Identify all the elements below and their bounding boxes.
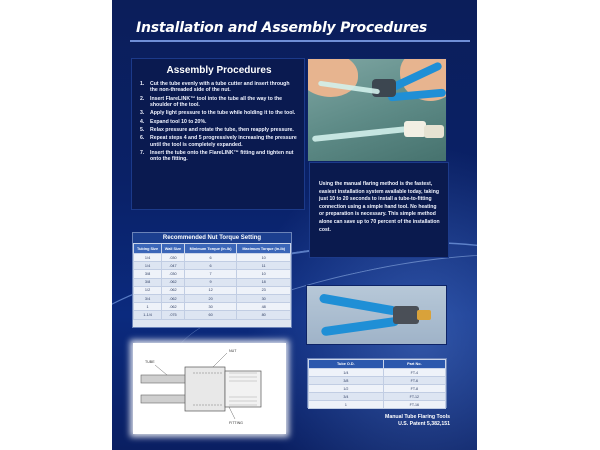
step-item: 4. Expand tool 10 to 20%.: [140, 118, 207, 125]
tube-image: [312, 126, 408, 142]
footer-patent: U.S. Patent 5,382,151: [398, 421, 450, 427]
brochure-page: [112, 0, 477, 450]
assembly-heading: Assembly Procedures: [166, 65, 272, 76]
title-rule: [130, 40, 470, 42]
assembly-procedures-box: [131, 58, 305, 210]
table-row: 1-1/4 .075 60 80: [134, 311, 291, 319]
column-header: Maximum Torque (in-lb): [237, 244, 291, 254]
column-header: Wall Size: [162, 244, 185, 254]
table-row: 1/2 FT-8: [309, 385, 446, 393]
column-header: Tubing Size: [134, 244, 162, 254]
step-item: 6. Repeat steps 4 and 5 progressively increasing the pressure until the tool is completely expanded.: [140, 135, 297, 148]
fitting-cross-section-diagram: [133, 343, 286, 434]
torque-table-caption: Recommended Nut Torque Setting: [133, 233, 291, 243]
step-item: 7. Insert the tube onto the FlareLINK™ fitting and tighten nut onto the fitting.: [140, 149, 294, 163]
table-row: 3/8 FT-6: [309, 377, 446, 385]
torque-table: [132, 232, 292, 328]
table-row: 1/2 .062 12 23: [134, 286, 291, 294]
step-item: 5. Relax pressure and rotate the tube, then reapply pressure.: [140, 126, 294, 133]
table-row: 3/8 .030 7 10: [134, 270, 291, 278]
fitting-image: [424, 125, 444, 138]
hand-left-image: [307, 58, 358, 97]
step-item: 2. Insert FlareLINK™ tool into the tube all the way to the shoulder of the tool.: [140, 95, 283, 108]
step-item: 3. Apply light pressure to the tube while holding it to the tool.: [140, 110, 296, 117]
table-row: 1 .062 30 48: [134, 303, 291, 311]
flaring-tool-photo: [306, 285, 447, 345]
table-row: 1/4 FT-4: [309, 369, 446, 377]
table-row: 1 FT-16: [309, 401, 446, 409]
tool-tip-image: [417, 310, 431, 320]
tool-grip-image: [319, 293, 397, 315]
table-row: 3/4 FT-12: [309, 393, 446, 401]
diagram-svg: [133, 343, 286, 434]
table-row: 3/8 .062 9 18: [134, 278, 291, 286]
tool-head-image: [393, 306, 419, 324]
step-item: 1. Cut the tube evenly with a tube cutter and insert through the non-threaded side of the nut.: [140, 81, 290, 94]
column-header: Part No.: [383, 360, 445, 369]
nut-label: NUT: [229, 349, 237, 353]
tool-in-use-photo: [307, 58, 447, 162]
tube-label: TUBE: [145, 360, 155, 364]
page-title: Installation and Assembly Procedures: [136, 20, 428, 36]
table-row: 1/4 .030 6 10: [134, 254, 291, 262]
footer-caption: [350, 414, 450, 428]
footer-title: Manual Tube Flaring Tools: [385, 414, 450, 420]
manual-method-description: Using the manual flaring method is the fastest, easiest installation system available today, taking just 10 to 20 seconds to install a tube-to-fitting connection using a simple hand tool. No heating or preparation is necessary. This simple method alone can save up to 70 percent of the installation cost.: [309, 162, 449, 258]
table-row: 1/4 .047 6 11: [134, 262, 291, 270]
fitting-label: FITTING: [229, 421, 243, 425]
table-row: 3/4 .062 20 30: [134, 294, 291, 302]
tool-grip-image: [321, 317, 399, 337]
fitting-image: [404, 121, 426, 137]
assembly-steps: [140, 81, 298, 162]
column-header: Minimum Torque (in-lb): [184, 244, 237, 254]
column-header: Tube O.D.: [309, 360, 384, 369]
part-number-table: [307, 358, 447, 408]
